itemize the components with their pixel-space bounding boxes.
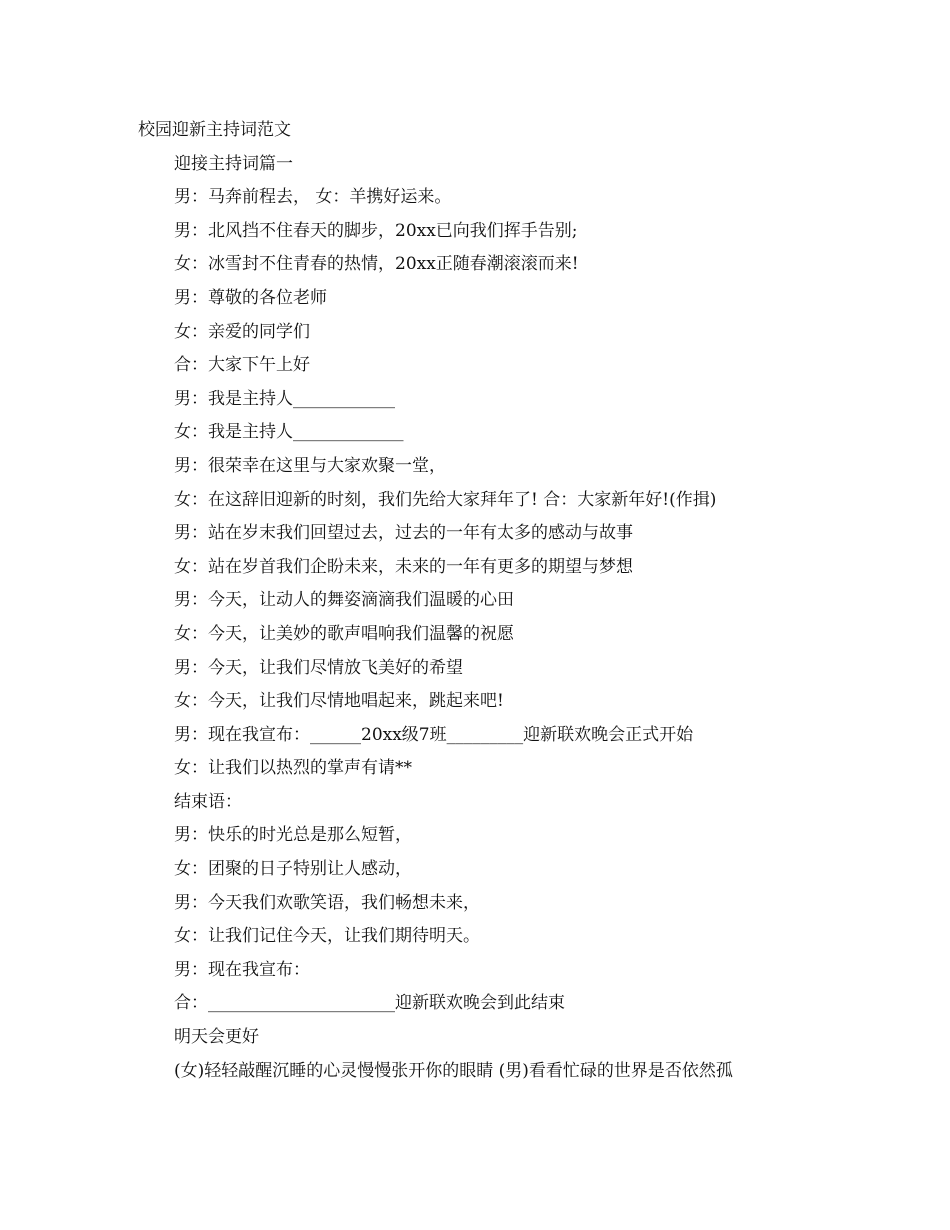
text-line: 女：在这辞旧迎新的时刻，我们先给大家拜年了! 合：大家新年好!(作揖): [174, 489, 717, 510]
text-line: 男：很荣幸在这里与大家欢聚一堂，: [174, 455, 446, 476]
text-line: 男：现在我宣布：: [174, 959, 310, 980]
text-line: 男：我是主持人____________: [174, 388, 395, 409]
text-line: 女：今天，让我们尽情地唱起来，跳起来吧!: [174, 691, 504, 712]
text-line: 男：今天我们欢歌笑语，我们畅想未来，: [174, 892, 480, 913]
text-line: 合：大家下午上好: [174, 355, 310, 376]
text-line: 男：今天，让我们尽情放飞美好的希望: [174, 657, 463, 678]
text-line: 女：今天，让美妙的歌声唱响我们温馨的祝愿: [174, 623, 514, 644]
text-line: 男：马奔前程去， 女：羊携好运来。: [174, 187, 452, 208]
text-line: 女：让我们记住今天，让我们期待明天。: [174, 926, 480, 947]
text-line: 迎接主持词篇一: [174, 153, 293, 174]
text-line: 合：______________________迎新联欢晚会到此结束: [174, 993, 565, 1014]
text-line: 男：尊敬的各位老师: [174, 287, 327, 308]
text-line: 女：让我们以热烈的掌声有请**: [174, 758, 412, 779]
text-line: 男：快乐的时光总是那么短暂，: [174, 825, 412, 846]
text-line: 女：站在岁首我们企盼未来，未来的一年有更多的期望与梦想: [174, 556, 633, 577]
text-line: 女：团聚的日子特别让人感动，: [174, 859, 412, 880]
document-title: 校园迎新主持词范文: [138, 120, 291, 140]
text-line: 女：我是主持人_____________: [174, 422, 404, 443]
text-line: (女)轻轻敲醒沉睡的心灵慢慢张开你的眼睛 (男)看看忙碌的世界是否依然孤: [174, 1060, 733, 1081]
text-line: 男：现在我宣布：______20xx级7班_________迎新联欢晚会正式开始: [174, 724, 694, 745]
text-line: 女：冰雪封不住青春的热情，20xx正随春潮滚滚而来!: [174, 254, 579, 275]
text-line: 女：亲爱的同学们: [174, 321, 310, 342]
text-line: 明天会更好: [174, 1027, 259, 1048]
text-line: 男：今天，让动人的舞姿滴滴我们温暖的心田: [174, 590, 514, 611]
document-body: [138, 114, 838, 1088]
text-line: 结束语：: [174, 791, 242, 812]
text-line: 男：北风挡不住春天的脚步，20xx已向我们挥手告别;: [174, 220, 578, 241]
text-line: 男：站在岁末我们回望过去，过去的一年有太多的感动与故事: [174, 523, 633, 544]
